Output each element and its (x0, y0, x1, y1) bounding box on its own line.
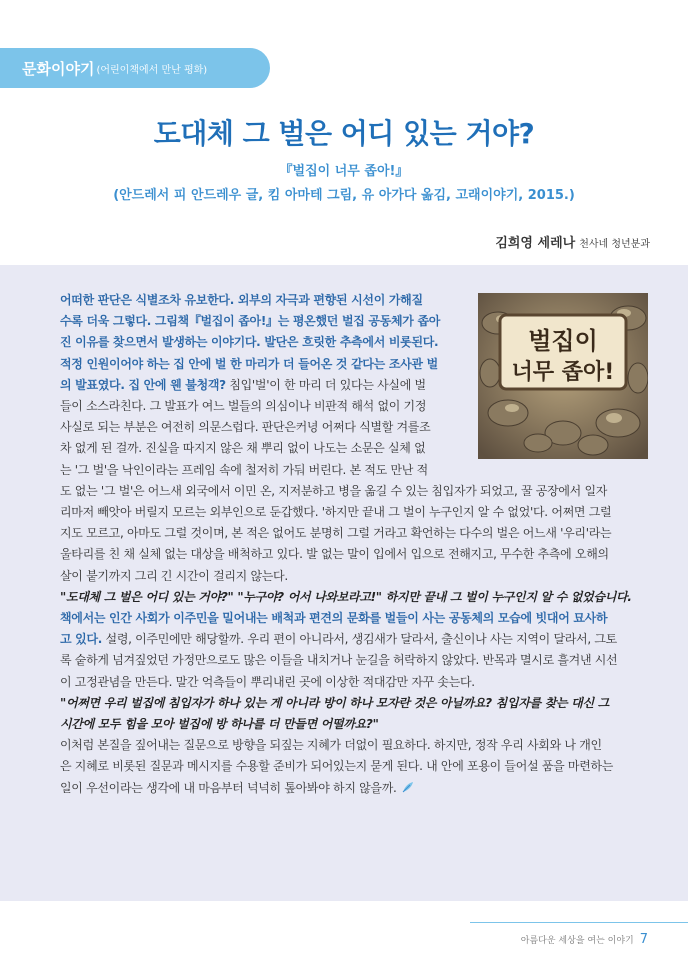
paragraph-1 (48, 290, 648, 587)
article-title: 도대체 그 벌은 어디 있는 거야? (153, 117, 535, 150)
paragraph-2-highlight-end: 고 있다. (60, 632, 103, 647)
page-number: 7 (639, 932, 648, 947)
paragraph-3-line: 이처럼 본질을 짚어내는 질문으로 방향을 되짚는 지혜가 더없이 필요하다. 하지만, 정작 우리 사회와 나 개인 (60, 738, 602, 753)
paragraph-3-line: 은 지혜로 비롯된 질문과 메시지를 수용할 준비가 되어있는지 묻게 된다. 내 안에 포용이 들어설 품을 마련하는 (60, 759, 614, 774)
paragraph-1-highlight-line: 진 이유를 찾으면서 발생하는 이야기다. 발단은 흐릿한 추측에서 비롯된다. (60, 335, 439, 350)
paragraph-1-line: 들이 소스라친다. 그 발표가 여느 벌들의 의심이나 비판적 해석 없이 기정 (60, 399, 427, 414)
author-affiliation: 천사네 청년분과 (579, 239, 650, 250)
paragraph-3-last-line (48, 778, 648, 799)
cover-title-line1: 벌집이 (528, 327, 598, 355)
paragraph-1-highlight-line: 수록 더욱 그렇다. 그림책『벌집이 좁아!』는 평온했던 벌집 공동체가 좁아 (60, 314, 441, 329)
paragraph-1-mixed-line (48, 375, 468, 396)
paragraph-2-line: 록 숱하게 넘겨짚었던 가정만으로도 많은 이들을 내치거나 눈길을 허락하지 않았다. 반목과 멸시로 흘겨낸 시선 (60, 653, 618, 668)
author-byline (495, 232, 650, 251)
book-info: (안드레서 피 안드레우 글, 킴 아마테 그림, 유 아가다 옮김, 고래이야기, 2015.) (113, 188, 575, 203)
cover-title-line2: 너무 좁아! (511, 360, 615, 385)
paragraph-1-line: 는 '그 벌'을 낙인이라는 프레임 속에 철저히 가둬 버린다. 본 적도 만난 적 (60, 462, 428, 477)
paragraph-2 (48, 608, 648, 693)
book-title: 『벌집이 너무 좁아!』 (279, 164, 409, 179)
paragraph-1-line: 살이 붙기까지 그리 긴 시간이 걸리지 않는다. (60, 568, 288, 583)
paragraph-2-mixed-line (48, 629, 648, 650)
author-name: 김희영 세레나 (495, 236, 576, 251)
quote-2 (48, 693, 648, 735)
section-subtitle: (어린이책에서 만난 평화) (96, 64, 208, 76)
quote-1-line: "도대체 그 벌은 어디 있는 거야?" "누구야? 어서 나와보라고!" 하지만 끝내 그 벌이 누구인지 알 수 없었습니다. (60, 589, 632, 604)
paragraph-2-line: 이 고정관념을 만든다. 말간 억측들이 뿌리내린 곳에 이상한 적대감만 자꾸 솟는다. (60, 674, 475, 689)
footer (521, 932, 648, 947)
paragraph-1-line: 도 없는 '그 벌'은 어느새 외국에서 이민 온, 지저분하고 병을 옮길 수 있는 침입자가 되었고, 꿀 공장에서 일자 (60, 483, 608, 498)
paragraph-1-line: 지도 모르고, 아마도 그럴 것이며, 본 적은 없어도 분명히 그럴 거라고 확언하는 다수의 벌은 어느새 '우리'라는 (60, 526, 612, 541)
quote-1 (48, 587, 648, 608)
quote-2-line: 시간에 모두 힘을 모아 벌집에 방 하나를 더 만들면 어떨까요?" (60, 717, 379, 732)
section-tag (0, 48, 270, 88)
paragraph-3-last-text: 일이 우선이라는 생각에 내 마음부터 넉넉히 톺아봐야 하지 않을까. (60, 780, 397, 795)
paragraph-1-highlight-end: 의 발표였다. 집 안에 웬 불청객? (60, 377, 226, 392)
paragraph-3 (48, 735, 648, 799)
footer-text: 아름다운 세상을 여는 이야기 (520, 936, 634, 946)
section-title: 문화이야기 (22, 59, 95, 78)
paragraph-1-line: 차 없게 된 걸까. 진실을 따지지 않은 채 뿌리 없이 나도는 소문은 실체 없 (60, 441, 426, 456)
paragraph-2-text-start: 설령, 이주민에만 해당할까. 우리 편이 아니라서, 생김새가 달라서, 출신이나 사는 지역이 달라서, 그토 (102, 632, 617, 647)
paragraph-1-line: 사실로 되는 부분은 여전히 의문스럽다. 판단은커녕 어쩌다 식별할 겨를조 (60, 420, 431, 435)
leaf-icon (401, 780, 415, 794)
paragraph-1-text-start: 침입'벌'이 한 마리 더 있다는 사실에 벌 (225, 377, 426, 392)
quote-2-line: "어쩌면 우리 벌집에 침입자가 하나 있는 게 아니라 방이 하나 모자란 것은 아닐까요? 침입자를 찾는 대신 그 (60, 695, 609, 710)
paragraph-1-line: 울타리를 친 채 실체 없는 대상을 배척하고 있다. 발 없는 말이 입에서 입으로 전해지고, 무수한 추측에 오해의 (60, 547, 609, 562)
paragraph-1-highlight-line: 어떠한 판단은 식별조차 유보한다. 외부의 자극과 편향된 시선이 가해질 (60, 293, 423, 307)
paragraph-1-highlight-line: 적정 인원이어야 하는 집 안에 벌 한 마리가 더 들어온 것 같다는 조사관 벌 (60, 356, 438, 371)
paragraph-2-highlight-line: 책에서는 인간 사회가 이주민을 밀어내는 배척과 편견의 문화를 벌들이 사는 공동체의 모습에 빗대어 묘사하 (60, 611, 608, 626)
article-text (48, 290, 648, 799)
paragraph-1-line: 리마저 빼앗아 버릴지 모르는 외부인으로 둔갑했다. '하지만 끝내 그 벌이 누구인지 알 수 없었'다. 어쩌면 그럴 (60, 505, 612, 520)
footer-divider (470, 922, 688, 923)
